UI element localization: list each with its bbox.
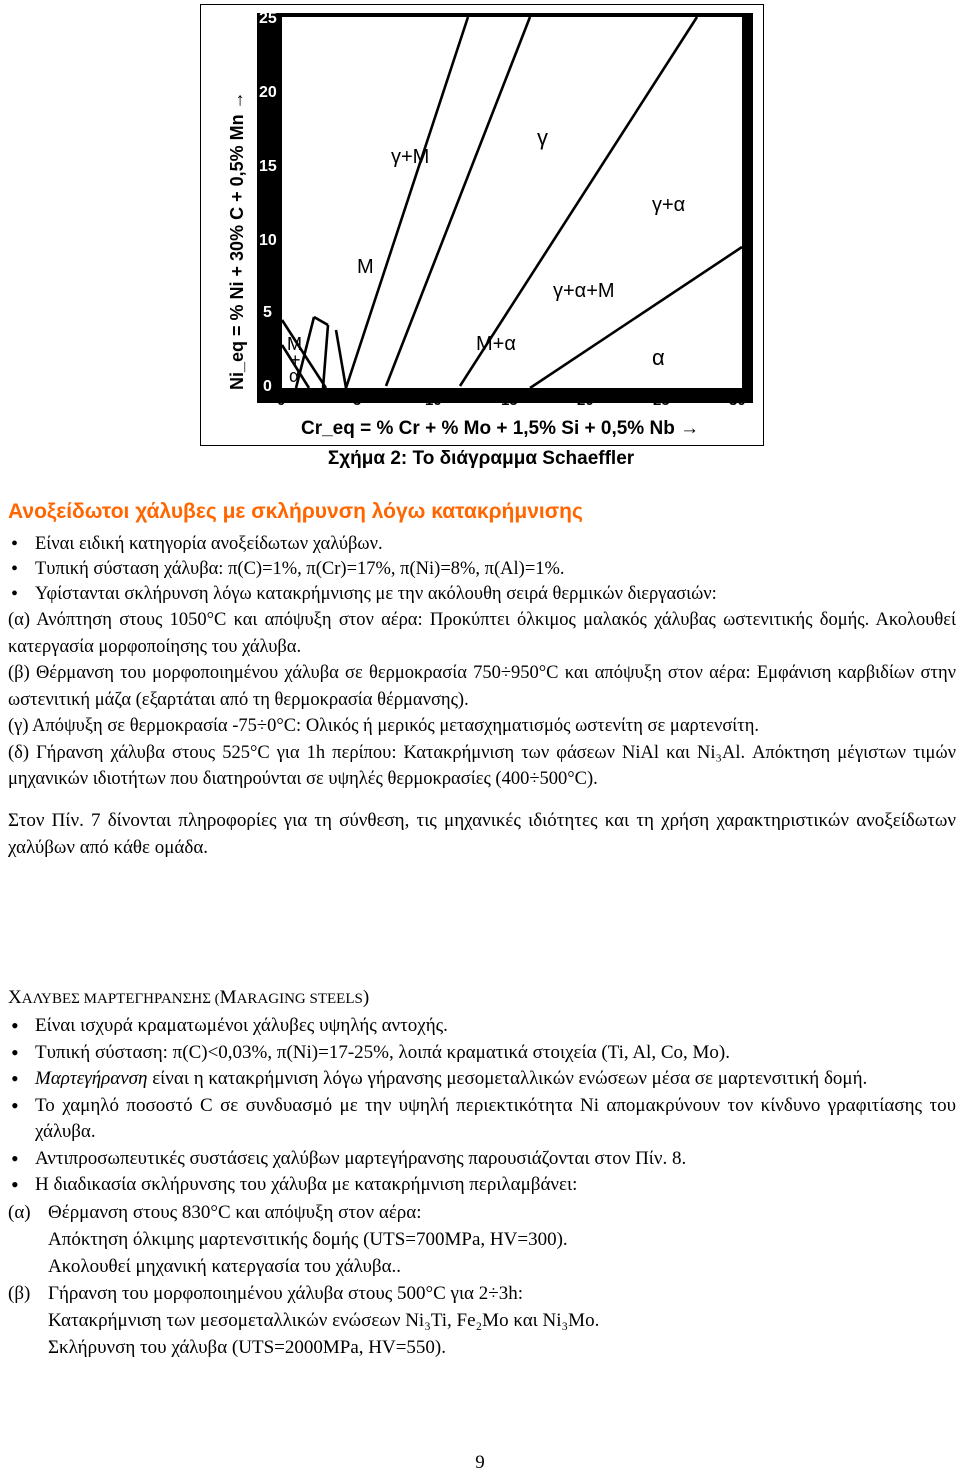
bullet-item: • Το χαμηλό ποσοστό C σε συνδυασμό με την υψηλή περιεκτικότητα Ni απομακρύνουν τον κίνδυνο γραφιτίασης του χάλυβα. xyxy=(0,1093,960,1146)
procedure-step-b xyxy=(0,1280,960,1361)
y-tick: 15 xyxy=(259,158,277,175)
figure-caption: Σχήμα 2: Το διάγραμμα Schaeffler xyxy=(327,448,635,469)
region-m-alpha: M+α xyxy=(476,333,516,355)
bullet-item xyxy=(0,1066,960,1093)
y-tick: 0 xyxy=(263,378,272,395)
step-line: Κατακρήμνιση των μεσομεταλλικών ενώσεων Ni₃Ti, Fe₂Mo και Ni₃Mo. xyxy=(48,1309,600,1331)
x-tick: 20 xyxy=(577,392,594,409)
title-part: ARAGING STEELS xyxy=(236,991,363,1007)
y-tick: 5 xyxy=(263,304,272,321)
x-tick: 10 xyxy=(425,392,442,409)
paragraph-step-c: (γ) Απόψυξη σε θερμοκρασία -75÷0°C: Ολικός ή μερικός μετασχηματισμός ωστενίτη σε μαρτενσίτη. xyxy=(8,716,760,736)
bullet-item: • Τυπική σύσταση: π(C)<0,03%, π(Ni)=17-25%, λοιπά κραματικά στοιχεία (Ti, Al, Co, Mo). xyxy=(0,1040,960,1067)
region-gamma: γ xyxy=(537,125,548,150)
x-tick: 5 xyxy=(353,392,362,409)
region-alpha: α xyxy=(652,345,665,370)
region-m: M xyxy=(357,256,374,278)
step-line: Ακολουθεί μηχανική κατεργασία του χάλυβα.. xyxy=(48,1255,402,1277)
y-tick: 25 xyxy=(259,10,277,27)
title-part: ) xyxy=(362,987,370,1008)
schaeffler-diagram xyxy=(201,5,763,445)
step-line: Απόκτηση όλκιμης μαρτενσιτικής δομής (UTS=700MPa, HV=300). xyxy=(48,1228,568,1250)
x-tick: 0 xyxy=(277,392,286,409)
schaeffler-figure xyxy=(200,4,764,446)
step-label: (β) xyxy=(8,1282,31,1304)
x-tick: 25 xyxy=(653,392,670,409)
section-title-precipitation: Ανοξείδωτοι χάλυβες με σκλήρυνση λόγω κατακρήμνισης xyxy=(8,500,583,523)
section-title-maraging xyxy=(0,984,960,1013)
bullet-item: • Αντιπροσωπευτικές συστάσεις χαλύβων μαρτεγήρανσης παρουσιάζονται στον Πίν. 8. xyxy=(0,1146,960,1173)
bullet-item: • Τυπική σύσταση χάλυβα: π(C)=1%, π(Cr)=17%, π(Ni)=8%, π(Al)=1%. xyxy=(0,557,960,582)
region-gamma-alpha-m: γ+α+M xyxy=(553,280,615,302)
paragraph-table-reference: Στον Πίν. 7 δίνονται πληροφορίες για τη σύνθεση, τις μηχανικές ιδιότητες και τη χρήση χαρακτηριστικών ανοξείδωτων χαλύβων από κάθε ομάδα. xyxy=(8,809,956,858)
bullet-item: • Είναι ισχυρά κραματωμένοι χάλυβες υψηλής αντοχής. xyxy=(0,1013,960,1040)
paragraph-step-d: (δ) Γήρανση χάλυβα στους 525°C για 1h περίπου: Κατακρήμνιση των φάσεων NiAl και Ni₃Al. Απόκτηση μέγιστων τιμών μηχανικών ιδιοτήτων που διατηρούνται σε υψηλές θερμοκρασίες (400÷500°C). xyxy=(8,742,956,789)
region-m-small: M xyxy=(287,334,302,354)
y-tick: 10 xyxy=(259,232,277,249)
term-maraging: Μαρτεγήρανση xyxy=(35,1068,148,1089)
y-axis-label: Ni_eq = % Ni + 30% C + 0,5% Mn → xyxy=(227,91,247,390)
section-maraging xyxy=(0,968,960,1361)
paragraph-step-b: (β) Θέρμανση του μορφοποιημένου χάλυβα σε θερμοκρασία 750÷950°C και απόψυξη στον αέρα: Εμφάνιση καρβιδίων στην ωστενιτική μάζα (εξαρτάται από τη θερμοκρασία θέρμανσης). xyxy=(8,663,956,710)
x-tick: 30 xyxy=(729,392,746,409)
title-part: Χ xyxy=(8,987,22,1008)
title-part: ΑΛΥΒΕΣ ΜΑΡΤΕΓΗΡΑΝΣΗΣ ( xyxy=(21,991,220,1007)
page-number: 9 xyxy=(475,1452,485,1473)
region-gamma-m: γ+M xyxy=(391,146,430,168)
region-alpha-small: α xyxy=(289,366,300,386)
region-plus-small: + xyxy=(290,350,301,370)
x-axis-label: Cr_eq = % Cr + % Mo + 1,5% Si + 0,5% Nb → xyxy=(301,418,700,439)
procedure-step-a xyxy=(0,1199,960,1280)
bullet-text: είναι η κατακρήμνιση λόγω γήρανσης μεσομεταλλικών ενώσεων μέσα σε μαρτενσιτική δομή. xyxy=(147,1068,868,1089)
bullet-item: • Η διαδικασία σκλήρυνσης του χάλυβα με κατακρήμνιση περιλαμβάνει: xyxy=(0,1172,960,1199)
step-line: Θέρμανση στους 830°C και απόψυξη στον αέρα: xyxy=(48,1201,422,1223)
region-gamma-alpha: γ+α xyxy=(652,194,686,216)
bullet-item: • Υφίστανται σκλήρυνση λόγω κατακρήμνισης με την ακόλουθη σειρά θερμικών διεργασιών: xyxy=(0,582,960,607)
paragraph-step-a: (α) Ανόπτηση στους 1050°C και απόψυξη στον αέρα: Προκύπτει όλκιμος μαλακός χάλυβας ωστενιτικής δομής. Ακολουθεί κατεργασία μορφοποίησης του χάλυβα. xyxy=(8,610,956,657)
y-tick: 20 xyxy=(259,84,277,101)
step-label: (α) xyxy=(8,1201,31,1223)
x-tick: 15 xyxy=(501,392,518,409)
step-line: Σκλήρυνση του χάλυβα (UTS=2000MPa, HV=550). xyxy=(48,1336,446,1358)
section-precipitation xyxy=(0,532,960,861)
step-line: Γήρανση του μορφοποιημένου χάλυβα στους 500°C για 2÷3h: xyxy=(48,1282,523,1304)
bullet-item: • Είναι ειδική κατηγορία ανοξείδωτων χαλύβων. xyxy=(0,532,960,557)
title-part: M xyxy=(219,987,237,1008)
